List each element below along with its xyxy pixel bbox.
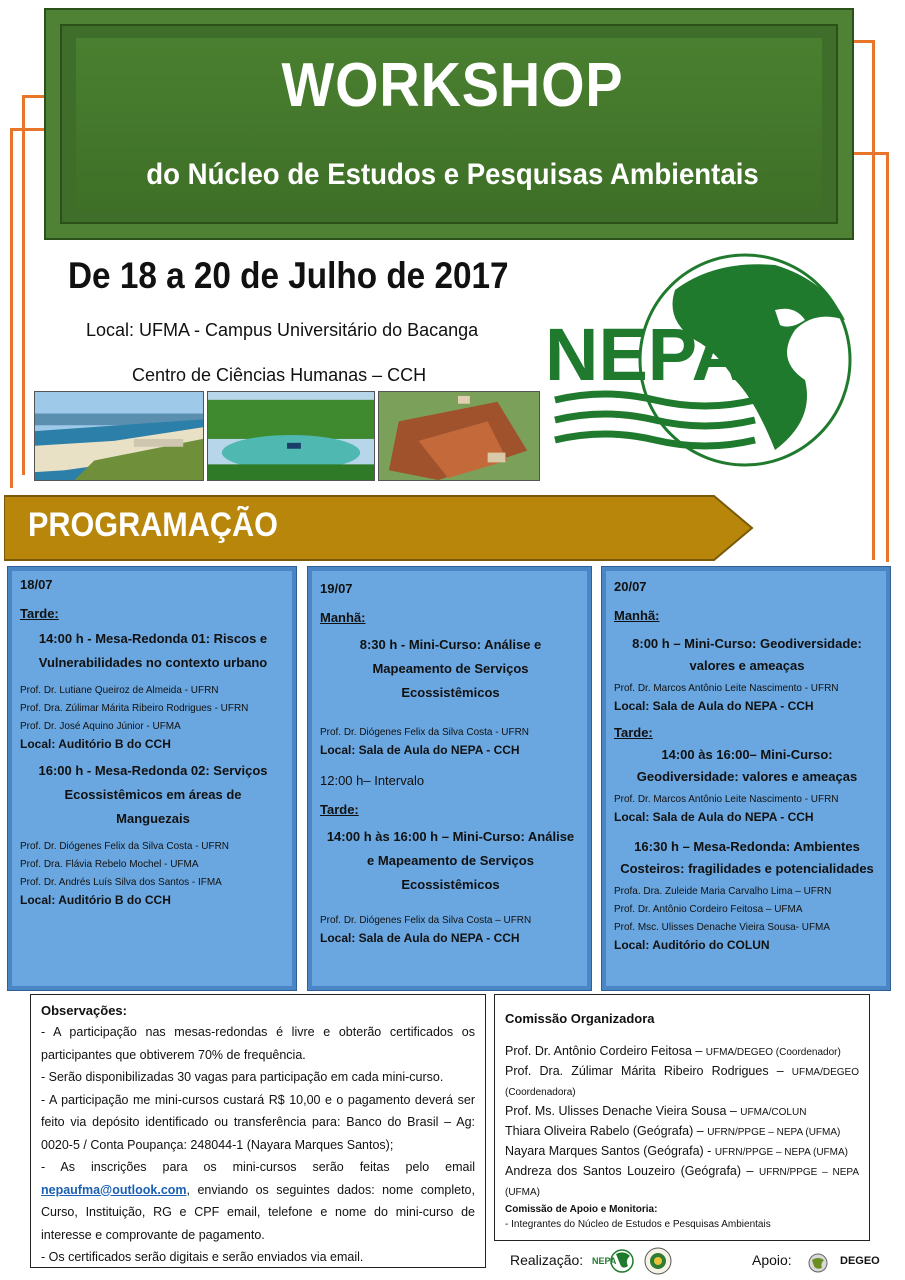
member-affiliation: UFRN/PPGE – NEPA (UFMA)	[714, 1147, 848, 1158]
nepa-small-text: NEPA	[592, 1256, 617, 1266]
member-affiliation: UFRN/PPGE – NEPA (UFMA)	[505, 1167, 860, 1198]
event-centro: Centro de Ciências Humanas – CCH	[132, 365, 427, 385]
decorative-line	[854, 40, 875, 43]
page-subtitle: do Núcleo de Estudos e Pesquisas Ambientais	[146, 158, 759, 191]
period-label: Manhã:	[320, 610, 366, 625]
event-location: Local: Sala de Aula do NEPA - CCH	[614, 810, 814, 824]
member-name: Andreza dos Santos Louzeiro (Geógrafa) –	[505, 1164, 759, 1178]
observacoes-box	[30, 994, 486, 1268]
event-local: Local: UFMA - Campus Universitário do Bacanga	[86, 320, 479, 340]
decorative-line	[22, 95, 46, 98]
decorative-line	[10, 128, 46, 131]
obs-item: - Serão disponibilizadas 30 vagas para participação em cada mini-curso.	[41, 1070, 444, 1084]
speaker: Profa. Dra. Zuleide Maria Carvalho Lima – UFRN	[614, 885, 832, 897]
member	[505, 1122, 859, 1142]
member-name: Prof. Dr. Antônio Cordeiro Feitosa –	[505, 1044, 706, 1058]
decorative-line	[872, 40, 875, 560]
member-affiliation: UFRN/PPGE – NEPA (UFMA)	[707, 1127, 841, 1138]
decorative-line	[22, 95, 25, 475]
event-location: Local: Auditório B do CCH	[20, 737, 171, 751]
comissao-box	[494, 994, 870, 1241]
obs-item-text: - As inscrições para os mini-cursos serão feitas pelo email	[41, 1160, 475, 1174]
apoio-label: Apoio:	[752, 1252, 792, 1268]
member	[505, 1062, 859, 1102]
apoio-title: Comissão de Apoio e Monitoria:	[505, 1204, 658, 1215]
ufma-seal-icon	[644, 1247, 672, 1275]
period-label: Tarde:	[20, 606, 59, 621]
event-title: 14:00 h às 16:00 h – Mini-Curso: Análise e Mapeamento de Serviços Ecossistêmicos	[326, 829, 575, 892]
photo-mangrove	[207, 391, 375, 481]
nepa-logo	[545, 250, 865, 470]
speaker: Prof. Dr. José Aquino Júnior - UFMA	[20, 720, 181, 732]
day-date: 18/07	[20, 577, 53, 592]
day-date: 20/07	[614, 579, 647, 594]
event-title: 14:00 h - Mesa-Redonda 01: Riscos e Vulnerabilidades no contexto urbano	[38, 631, 268, 670]
break-label: 12:00 h– Intervalo	[320, 773, 425, 788]
observacoes-title: Observações:	[41, 1003, 127, 1018]
photo-beach	[34, 391, 204, 481]
obs-item: - A participação nas mesas-redondas é livre e obterão certificados os participantes que obtiverem 70% de frequência.	[41, 1025, 475, 1062]
comissao-title: Comissão Organizadora	[505, 1011, 655, 1026]
member-affiliation: UFMA/DEGEO (Coordenadora)	[505, 1067, 859, 1098]
programacao-label: PROGRAMAÇÃO	[28, 506, 278, 544]
decorative-line	[854, 152, 889, 155]
speaker: Prof. Dr. Lutiane Queiroz de Almeida - UFRN	[20, 684, 219, 696]
speaker: Prof. Dr. Andrés Luís Silva dos Santos - IFMA	[20, 876, 222, 888]
event-location: Local: Sala de Aula do NEPA - CCH	[320, 931, 520, 945]
speaker: Prof. Dr. Marcos Antônio Leite Nascimento - UFRN	[614, 793, 839, 805]
member	[505, 1162, 859, 1202]
event-location: Local: Sala de Aula do NEPA - CCH	[320, 743, 520, 757]
speaker: Prof. Dr. Antônio Cordeiro Feitosa – UFMA	[614, 903, 803, 915]
event-location: Local: Sala de Aula do NEPA - CCH	[614, 699, 814, 713]
speaker: Prof. Msc. Ulisses Denache Vieira Sousa- UFMA	[614, 921, 831, 933]
event-date: De 18 a 20 de Julho de 2017	[68, 255, 509, 296]
event-location: Local: Auditório B do CCH	[20, 893, 171, 907]
nepa-small-logo	[592, 1248, 636, 1274]
member-name: Prof. Ms. Ulisses Denache Vieira Sousa –	[505, 1104, 741, 1118]
member-affiliation: UFMA/DEGEO (Coordenador)	[705, 1047, 841, 1058]
apoio-text: - Integrantes do Núcleo de Estudos e Pesquisas Ambientais	[505, 1219, 771, 1230]
period-label: Manhã:	[614, 608, 660, 623]
member	[505, 1102, 859, 1122]
period-label: Tarde:	[614, 725, 653, 740]
obs-item: - A participação me mini-cursos custará R$ 10,00 e o pagamento deverá ser feito via depósito identificado ou transferência para: Banco do Brasil – Ag: 0020-5 / Conta Poupança: 248044-1 (Nayara Marques Santos);	[41, 1092, 475, 1152]
speaker: Prof. Dr. Diógenes Felix da Silva Costa - UFRN	[20, 840, 229, 852]
obs-item: - Os certificados serão digitais e serão enviados via email.	[41, 1250, 364, 1264]
speaker: Prof. Dr. Marcos Antônio Leite Nascimento - UFRN	[614, 682, 839, 694]
speaker: Prof. Dra. Zúlimar Márita Ribeiro Rodrigues - UFRN	[20, 702, 249, 714]
speaker: Prof. Dr. Diógenes Felix da Silva Costa - UFRN	[320, 726, 529, 738]
event-location: Local: Auditório do COLUN	[614, 938, 770, 952]
decorative-line	[10, 128, 13, 488]
decorative-line	[886, 152, 889, 562]
header-banner	[44, 8, 854, 240]
page-title: WORKSHOP	[281, 51, 624, 120]
member-affiliation: UFMA/COLUN	[740, 1107, 807, 1118]
member	[505, 1142, 859, 1162]
period-label: Tarde:	[320, 802, 359, 817]
event-title: 16:00 h - Mesa-Redonda 02: Serviços Ecossistêmicos em áreas de Manguezais	[38, 763, 268, 826]
member	[505, 1042, 859, 1062]
degeo-globe-icon	[806, 1252, 830, 1274]
member-name: Nayara Marques Santos (Geógrafa) -	[505, 1144, 715, 1158]
schedule-day-3	[601, 566, 891, 991]
event-title: 16:30 h – Mesa-Redonda: Ambientes Costeiros: fragilidades e potencialidades	[620, 839, 874, 876]
photo-erosion	[378, 391, 540, 481]
obs-item-text: , enviando os seguintes dados: nome completo, Curso, Instituição, RG e CPF email, telefone e nome do mini-curso de interesse e comprovante de pagamento.	[41, 1182, 475, 1242]
realizacao-label: Realização:	[510, 1252, 584, 1268]
speaker: Prof. Dra. Flávia Rebelo Mochel - UFMA	[20, 858, 199, 870]
schedule-day-1	[7, 566, 297, 991]
email-link[interactable]: nepaufma@outlook.com	[41, 1182, 187, 1197]
event-title: 8:00 h – Mini-Curso: Geodiversidade: valores e ameaças	[632, 636, 862, 673]
schedule-day-2	[307, 566, 592, 991]
obs-item	[41, 1156, 475, 1246]
event-title: 14:00 às 16:00– Mini-Curso: Geodiversidade: valores e ameaças	[636, 747, 858, 784]
degeo-label: DEGEO	[840, 1255, 880, 1267]
speaker: Prof. Dr. Diógenes Felix da Silva Costa – UFRN	[320, 914, 532, 926]
event-title: 8:30 h - Mini-Curso: Análise e Mapeamento de Serviços Ecossistêmicos	[359, 637, 542, 700]
member-name: Thiara Oliveira Rabelo (Geógrafa) –	[505, 1124, 708, 1138]
nepa-logo-text: NEPA	[545, 313, 746, 396]
day-date: 19/07	[320, 581, 353, 596]
member-name: Prof. Dra. Zúlimar Márita Ribeiro Rodrigues –	[505, 1064, 792, 1078]
